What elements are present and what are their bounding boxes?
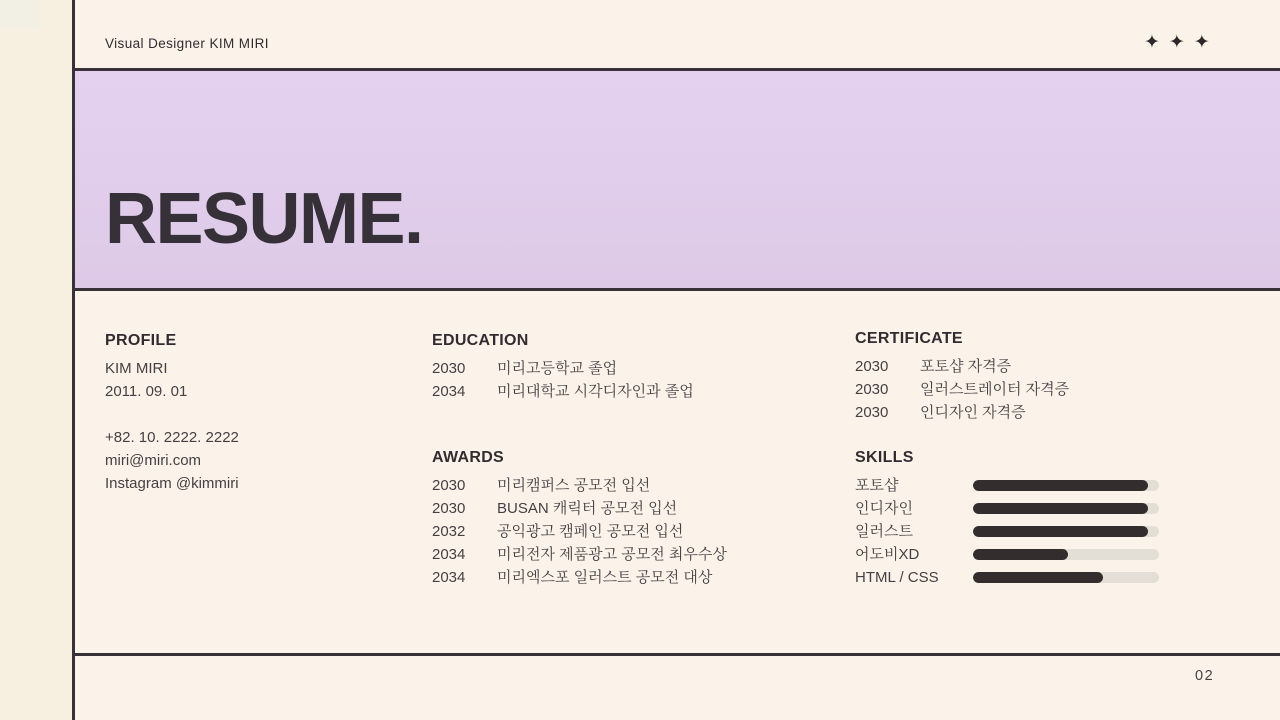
awards-row (432, 474, 812, 497)
certificate-row (855, 378, 1185, 401)
skills-section (855, 448, 1185, 589)
diamond-icon: ✦ (1144, 32, 1160, 53)
awards-heading: AWARDS (432, 449, 505, 466)
certificate-row (855, 401, 1185, 424)
corner-mark (0, 0, 40, 29)
profile-email: miri@miri.com (105, 452, 202, 469)
title-banner (75, 71, 1280, 288)
awards-desc: 미리전자 제품광고 공모전 최우수상 (497, 546, 727, 563)
awards-year: 2034 (432, 546, 466, 563)
awards-section (432, 448, 812, 589)
education-row (432, 380, 812, 403)
education-row (432, 357, 812, 380)
certificate-heading: CERTIFICATE (855, 330, 963, 347)
awards-desc: 미리엑스포 일러스트 공모전 대상 (497, 569, 713, 586)
profile-heading: PROFILE (105, 332, 177, 349)
awards-row (432, 543, 812, 566)
profile-spacer (105, 403, 405, 426)
diamond-icon: ✦ (1168, 32, 1185, 53)
awards-year: 2030 (432, 477, 466, 494)
slide-subtitle: Visual Designer KIM MIRI (105, 36, 269, 51)
footer-rule (72, 653, 1280, 656)
awards-desc: 미리캠퍼스 공모전 입선 (497, 477, 651, 494)
skill-row (855, 474, 1185, 497)
awards-year: 2034 (432, 569, 466, 586)
profile-section (105, 331, 405, 495)
profile-birthdate: 2011. 09. 01 (105, 383, 188, 400)
education-section (432, 331, 812, 403)
skill-label: 포토샵 (855, 477, 899, 494)
skill-row (855, 520, 1185, 543)
skill-bar-fill (973, 526, 1148, 537)
certificate-desc: 일러스트레이터 자격증 (920, 381, 1070, 398)
skill-row (855, 543, 1185, 566)
certificate-row (855, 355, 1185, 378)
certificate-year: 2030 (855, 358, 889, 375)
page-title: RESUME. (105, 179, 423, 259)
certificate-desc: 포토샵 자격증 (920, 358, 1012, 375)
skill-bar-track (973, 480, 1159, 491)
certificate-year: 2030 (855, 381, 889, 398)
skill-bar-track (973, 572, 1159, 583)
awards-desc: BUSAN 캐릭터 공모전 입선 (497, 500, 678, 517)
skill-label: 일러스트 (855, 523, 913, 540)
skill-label: 인디자인 (855, 500, 913, 517)
awards-row (432, 497, 812, 520)
profile-phone: +82. 10. 2222. 2222 (105, 429, 239, 446)
skill-row (855, 497, 1185, 520)
skill-bar-track (973, 526, 1159, 537)
certificate-year: 2030 (855, 404, 889, 421)
education-desc: 미리고등학교 졸업 (497, 360, 618, 377)
awards-row (432, 520, 812, 543)
awards-year: 2032 (432, 523, 466, 540)
skill-row (855, 566, 1185, 589)
skills-heading: SKILLS (855, 449, 914, 466)
awards-row (432, 566, 812, 589)
banner-bottom-rule (72, 288, 1280, 291)
profile-name: KIM MIRI (105, 360, 168, 377)
profile-instagram: Instagram @kimmiri (105, 475, 239, 492)
awards-year: 2030 (432, 500, 466, 517)
page-number: 02 (1195, 668, 1215, 684)
skill-bar-fill (973, 549, 1068, 560)
skill-label: 어도비XD (855, 546, 920, 563)
education-desc: 미리대학교 시각디자인과 졸업 (497, 383, 694, 400)
certificate-desc: 인디자인 자격증 (920, 404, 1026, 421)
awards-desc: 공익광고 캠페인 공모전 입선 (497, 523, 684, 540)
skill-label: HTML / CSS (855, 569, 939, 586)
skill-bar-track (973, 503, 1159, 514)
education-year: 2034 (432, 383, 466, 400)
education-heading: EDUCATION (432, 332, 529, 349)
skill-bar-fill (973, 572, 1103, 583)
skill-bar-fill (973, 503, 1148, 514)
education-year: 2030 (432, 360, 466, 377)
decor-diamonds (1144, 33, 1210, 52)
diamond-icon: ✦ (1193, 32, 1210, 53)
certificate-section (855, 329, 1185, 424)
skill-bar-fill (973, 480, 1148, 491)
skill-bar-track (973, 549, 1159, 560)
